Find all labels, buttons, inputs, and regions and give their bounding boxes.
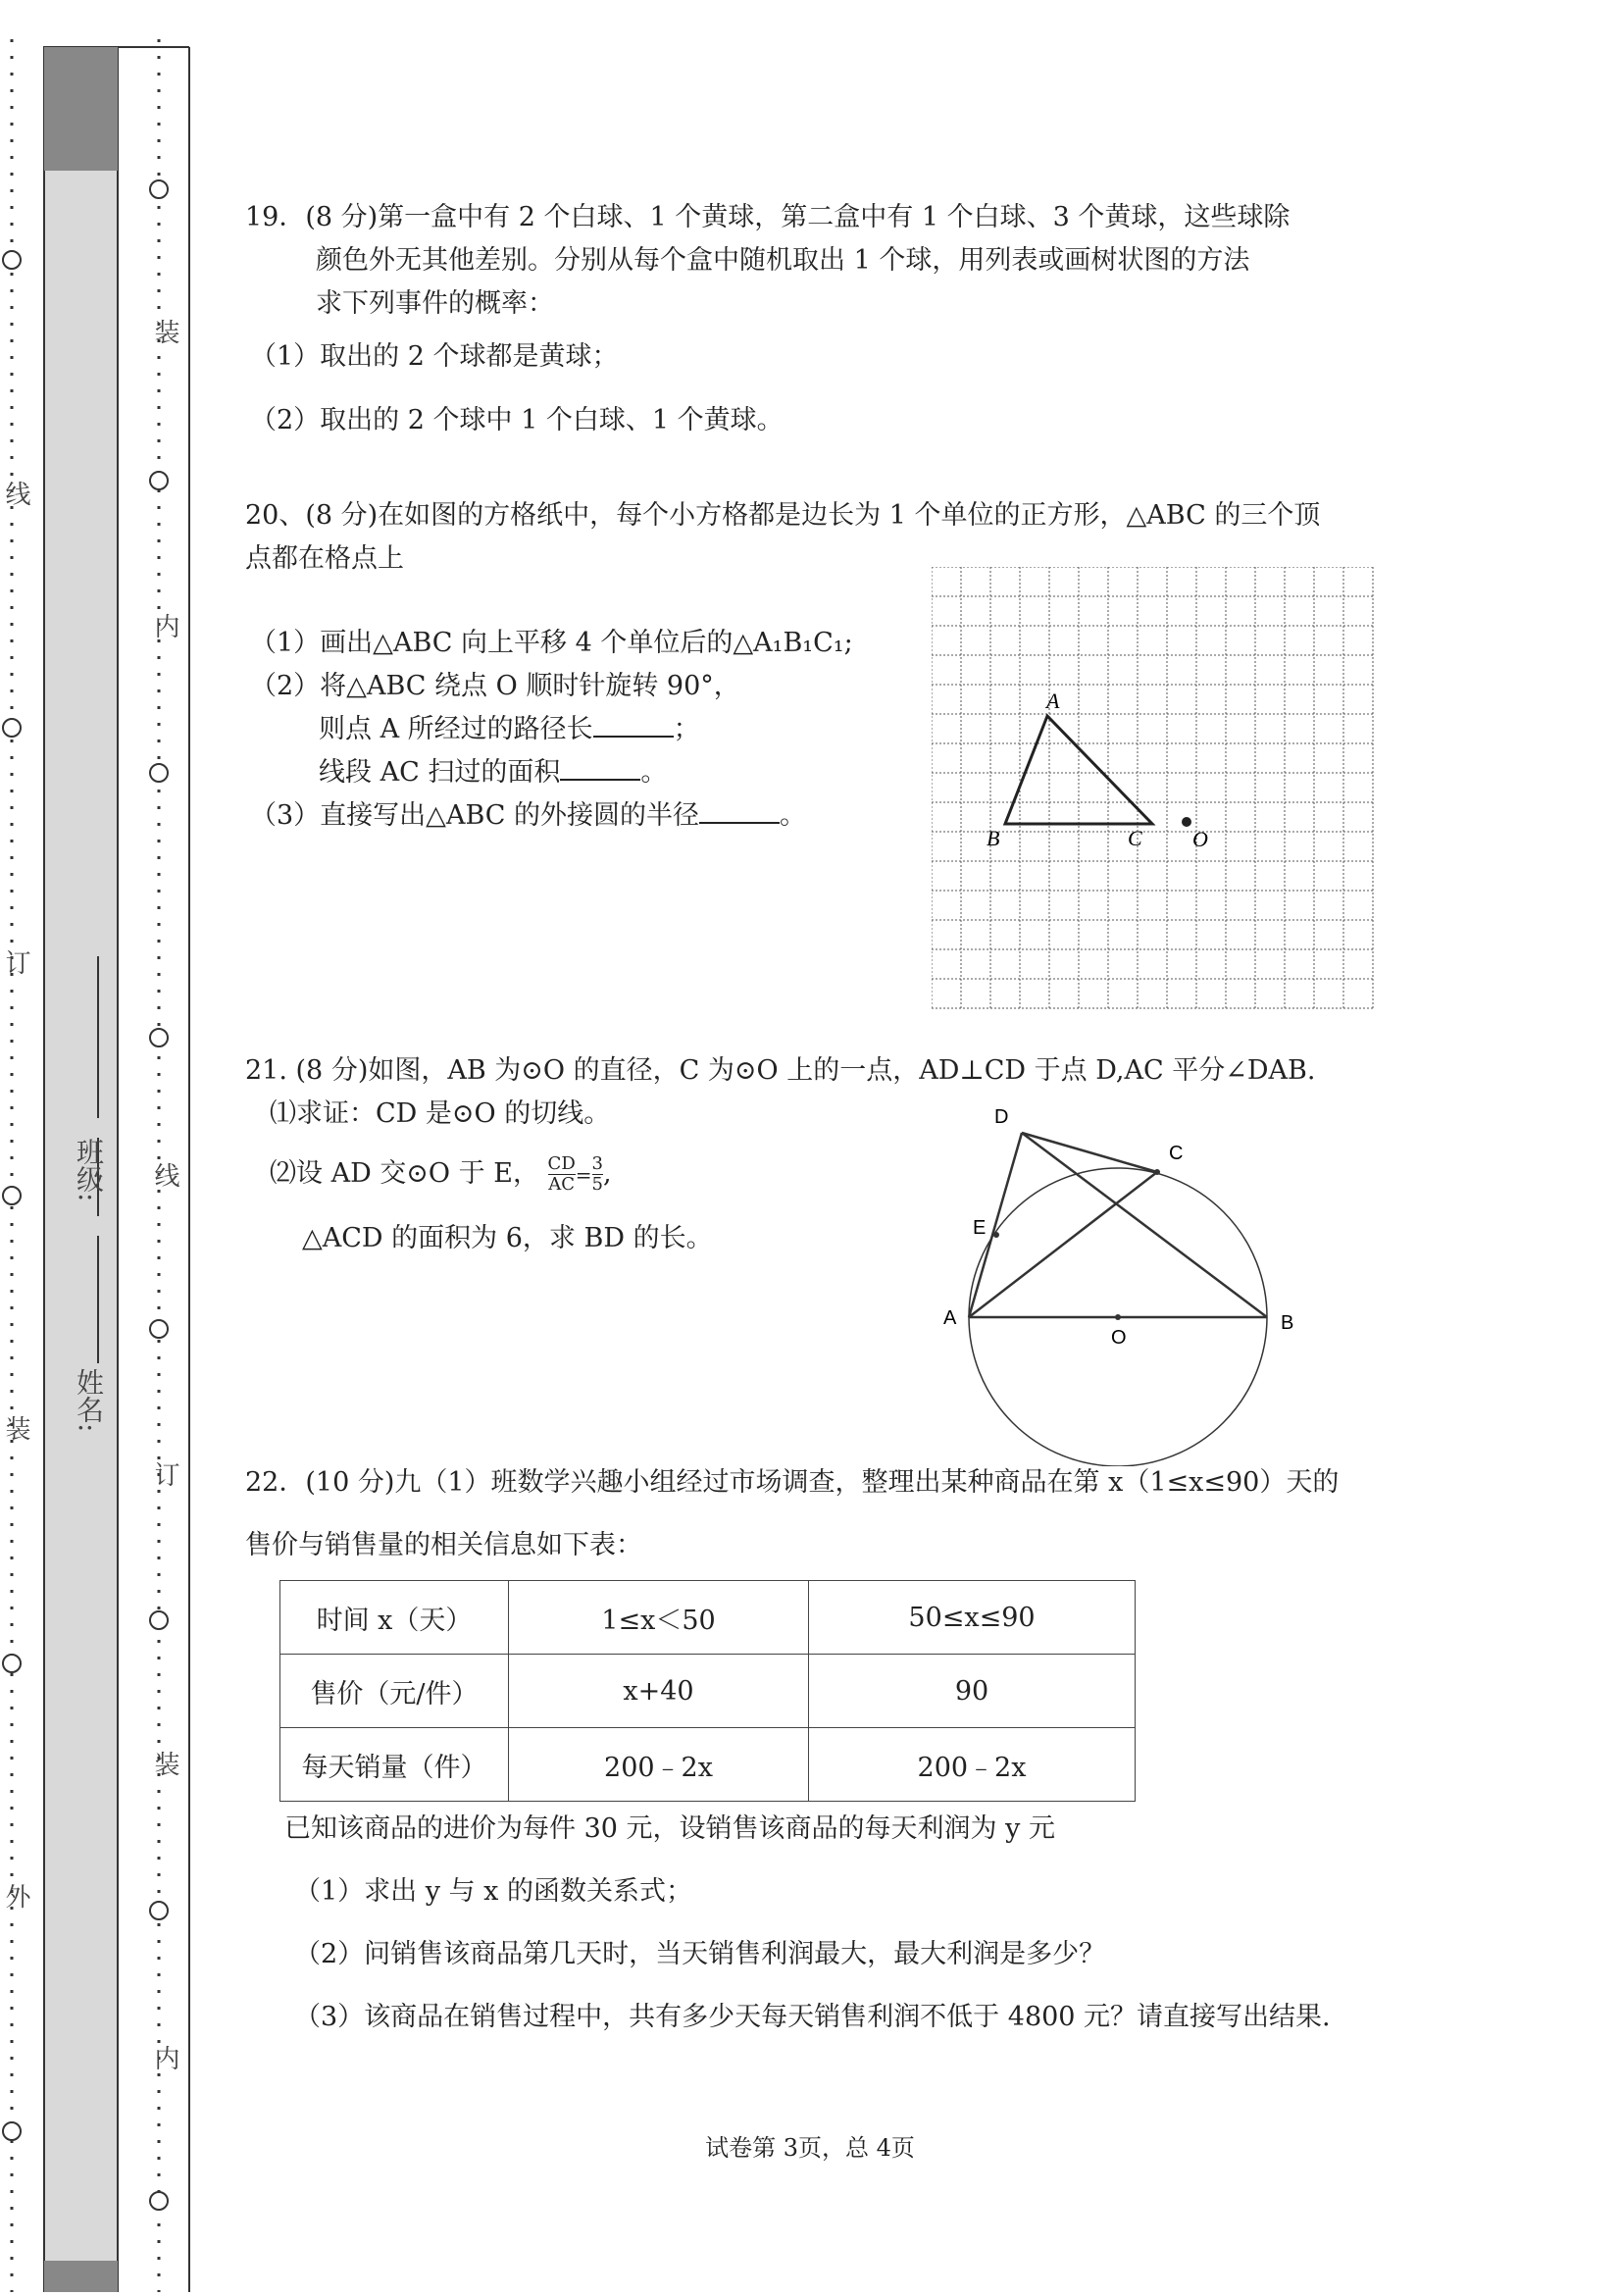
table-cell: 每天销量（件） — [280, 1728, 509, 1802]
table-cell: 200﹣2x — [809, 1728, 1136, 1802]
table-cell: 200﹣2x — [509, 1728, 809, 1802]
page-footer: 试卷第 3页，总 4页 — [705, 2134, 915, 2162]
inner-label-nei-2: 内 — [150, 2045, 179, 2070]
q19-line2: 颜色外无其他差别。分别从每个盒中随机取出 1 个球，用列表或画树状图的方法 — [316, 245, 1250, 276]
q20-part3-text: （3）直接写出△ABC 的外接圆的半径 — [250, 800, 700, 831]
table-row — [280, 1655, 1136, 1728]
label-o: O — [1111, 1327, 1127, 1349]
q22-part1: （1）求出 y 与 x 的函数关系式； — [294, 1876, 692, 1907]
table-cell: 售价（元/件） — [280, 1655, 509, 1728]
label-d: D — [994, 1106, 1009, 1128]
line-dc — [1022, 1133, 1157, 1172]
outer-label-zhuang: 装 — [1, 1415, 30, 1441]
table-cell: 时间 x（天） — [280, 1581, 509, 1655]
frac2-den: 5 — [591, 1174, 603, 1195]
table-cell: x+40 — [509, 1655, 809, 1728]
q20-part2: （2）将△ABC 绕点 O 顺时针旋转 90°， — [250, 671, 740, 701]
outer-label-wai: 外 — [1, 1883, 30, 1909]
point-c-dot — [1154, 1169, 1160, 1175]
q20-part2a-end: ； — [673, 714, 700, 744]
answer-blank — [560, 753, 640, 781]
point-e-dot — [993, 1232, 999, 1238]
q21-part2-text: ⑵设 AD 交⊙O 于 E， — [270, 1158, 539, 1189]
inner-label-zhuang-2: 装 — [150, 1751, 179, 1776]
line-ac — [969, 1172, 1157, 1317]
label-a: A — [1046, 689, 1060, 713]
answer-blank — [699, 796, 780, 824]
frac-num: CD — [547, 1153, 576, 1174]
outer-label-xian: 线 — [1, 481, 30, 506]
q20-part2b-end: 。 — [640, 757, 668, 788]
circle-figure — [932, 1094, 1324, 1466]
class-label: 班级: — [73, 1138, 105, 1202]
grid-figure — [932, 567, 1383, 1010]
table-row — [280, 1728, 1136, 1802]
table-cell: 1≤x＜50 — [509, 1581, 809, 1655]
inner-label-zhuang: 装 — [150, 319, 179, 344]
q22-line2: 售价与销售量的相关信息如下表： — [245, 1530, 642, 1560]
q20-line1: 20、(8 分)在如图的方格纸中，每个小方格都是边长为 1 个单位的正方形，△ABC 的三个顶 — [245, 500, 1321, 531]
q22-part2: （2）问销售该商品第几天时，当天销售利润最大，最大利润是多少？ — [294, 1939, 1106, 1969]
label-b: B — [1281, 1312, 1294, 1334]
center-dot — [1115, 1314, 1121, 1320]
table-cell: 50≤x≤90 — [809, 1581, 1136, 1655]
q20-part3-end: 。 — [780, 800, 807, 831]
binding-margin — [0, 0, 196, 2292]
q22-line1: 22．(10 分)九（1）班数学兴趣小组经过市场调查，整理出某种商品在第 x（1≤x≤90）天的 — [245, 1467, 1340, 1498]
label-e: E — [973, 1217, 987, 1239]
frac2-num: 3 — [591, 1153, 603, 1174]
label-c: C — [1169, 1143, 1184, 1164]
fraction-3-5 — [592, 1154, 603, 1195]
q19-part2: （2）取出的 2 个球中 1 个白球、1 个黄球。 — [250, 405, 784, 435]
q20-part2a-text: 则点 A 所经过的路径长 — [319, 714, 593, 744]
inner-label-ding: 订 — [150, 1461, 179, 1487]
q21-line1: 21. (8 分)如图，AB 为⊙O 的直径，C 为⊙O 上的一点，AD⊥CD 于点 D,AC 平分∠DAB. — [245, 1055, 1316, 1086]
q20-part2b-text: 线段 AC 扫过的面积 — [319, 757, 561, 788]
q21-part2-line2: △ACD 的面积为 6，求 BD 的长。 — [302, 1223, 713, 1253]
label-o: O — [1192, 827, 1208, 851]
q20-line2: 点都在格点上 — [245, 543, 404, 574]
q20-part2b — [319, 751, 667, 794]
q21-part2 — [270, 1152, 612, 1197]
q22-after: 已知该商品的进价为每件 30 元，设销售该商品的每天利润为 y 元 — [284, 1813, 1055, 1844]
q19-line1: 19．(8 分)第一盒中有 2 个白球、1 个黄球，第二盒中有 1 个白球、3 个黄球，这些球除 — [245, 202, 1291, 232]
q19-part1: （1）取出的 2 个球都是黄球； — [250, 341, 619, 372]
label-a: A — [943, 1307, 957, 1329]
q21-part2-end: , — [602, 1158, 612, 1189]
frac-den: AC — [548, 1174, 576, 1195]
q22-part3: （3）该商品在销售过程中，共有多少天每天销售利润不低于 4800 元？请直接写出结果. — [294, 2002, 1331, 2032]
name-label: 姓名: — [73, 1368, 105, 1433]
point-o — [1182, 817, 1191, 827]
frac-eq: = — [575, 1163, 592, 1187]
answer-blank — [593, 710, 674, 738]
price-table — [279, 1580, 1136, 1802]
label-b: B — [987, 826, 1000, 850]
q20-part3 — [250, 794, 806, 838]
inner-label-xian: 线 — [150, 1162, 179, 1188]
table-row — [280, 1581, 1136, 1655]
q19-line3: 求下列事件的概率： — [316, 288, 554, 319]
inner-label-nei: 内 — [150, 613, 179, 638]
q20-part1: （1）画出△ABC 向上平移 4 个单位后的△A₁B₁C₁; — [250, 628, 853, 658]
q20-part2a — [319, 708, 700, 751]
label-c: C — [1128, 826, 1142, 850]
line-db — [1022, 1133, 1267, 1317]
outer-label-ding: 订 — [1, 949, 30, 975]
q21-part1: ⑴求证：CD 是⊙O 的切线。 — [270, 1098, 611, 1129]
fraction-cd-ac — [548, 1154, 576, 1195]
table-cell: 90 — [809, 1655, 1136, 1728]
